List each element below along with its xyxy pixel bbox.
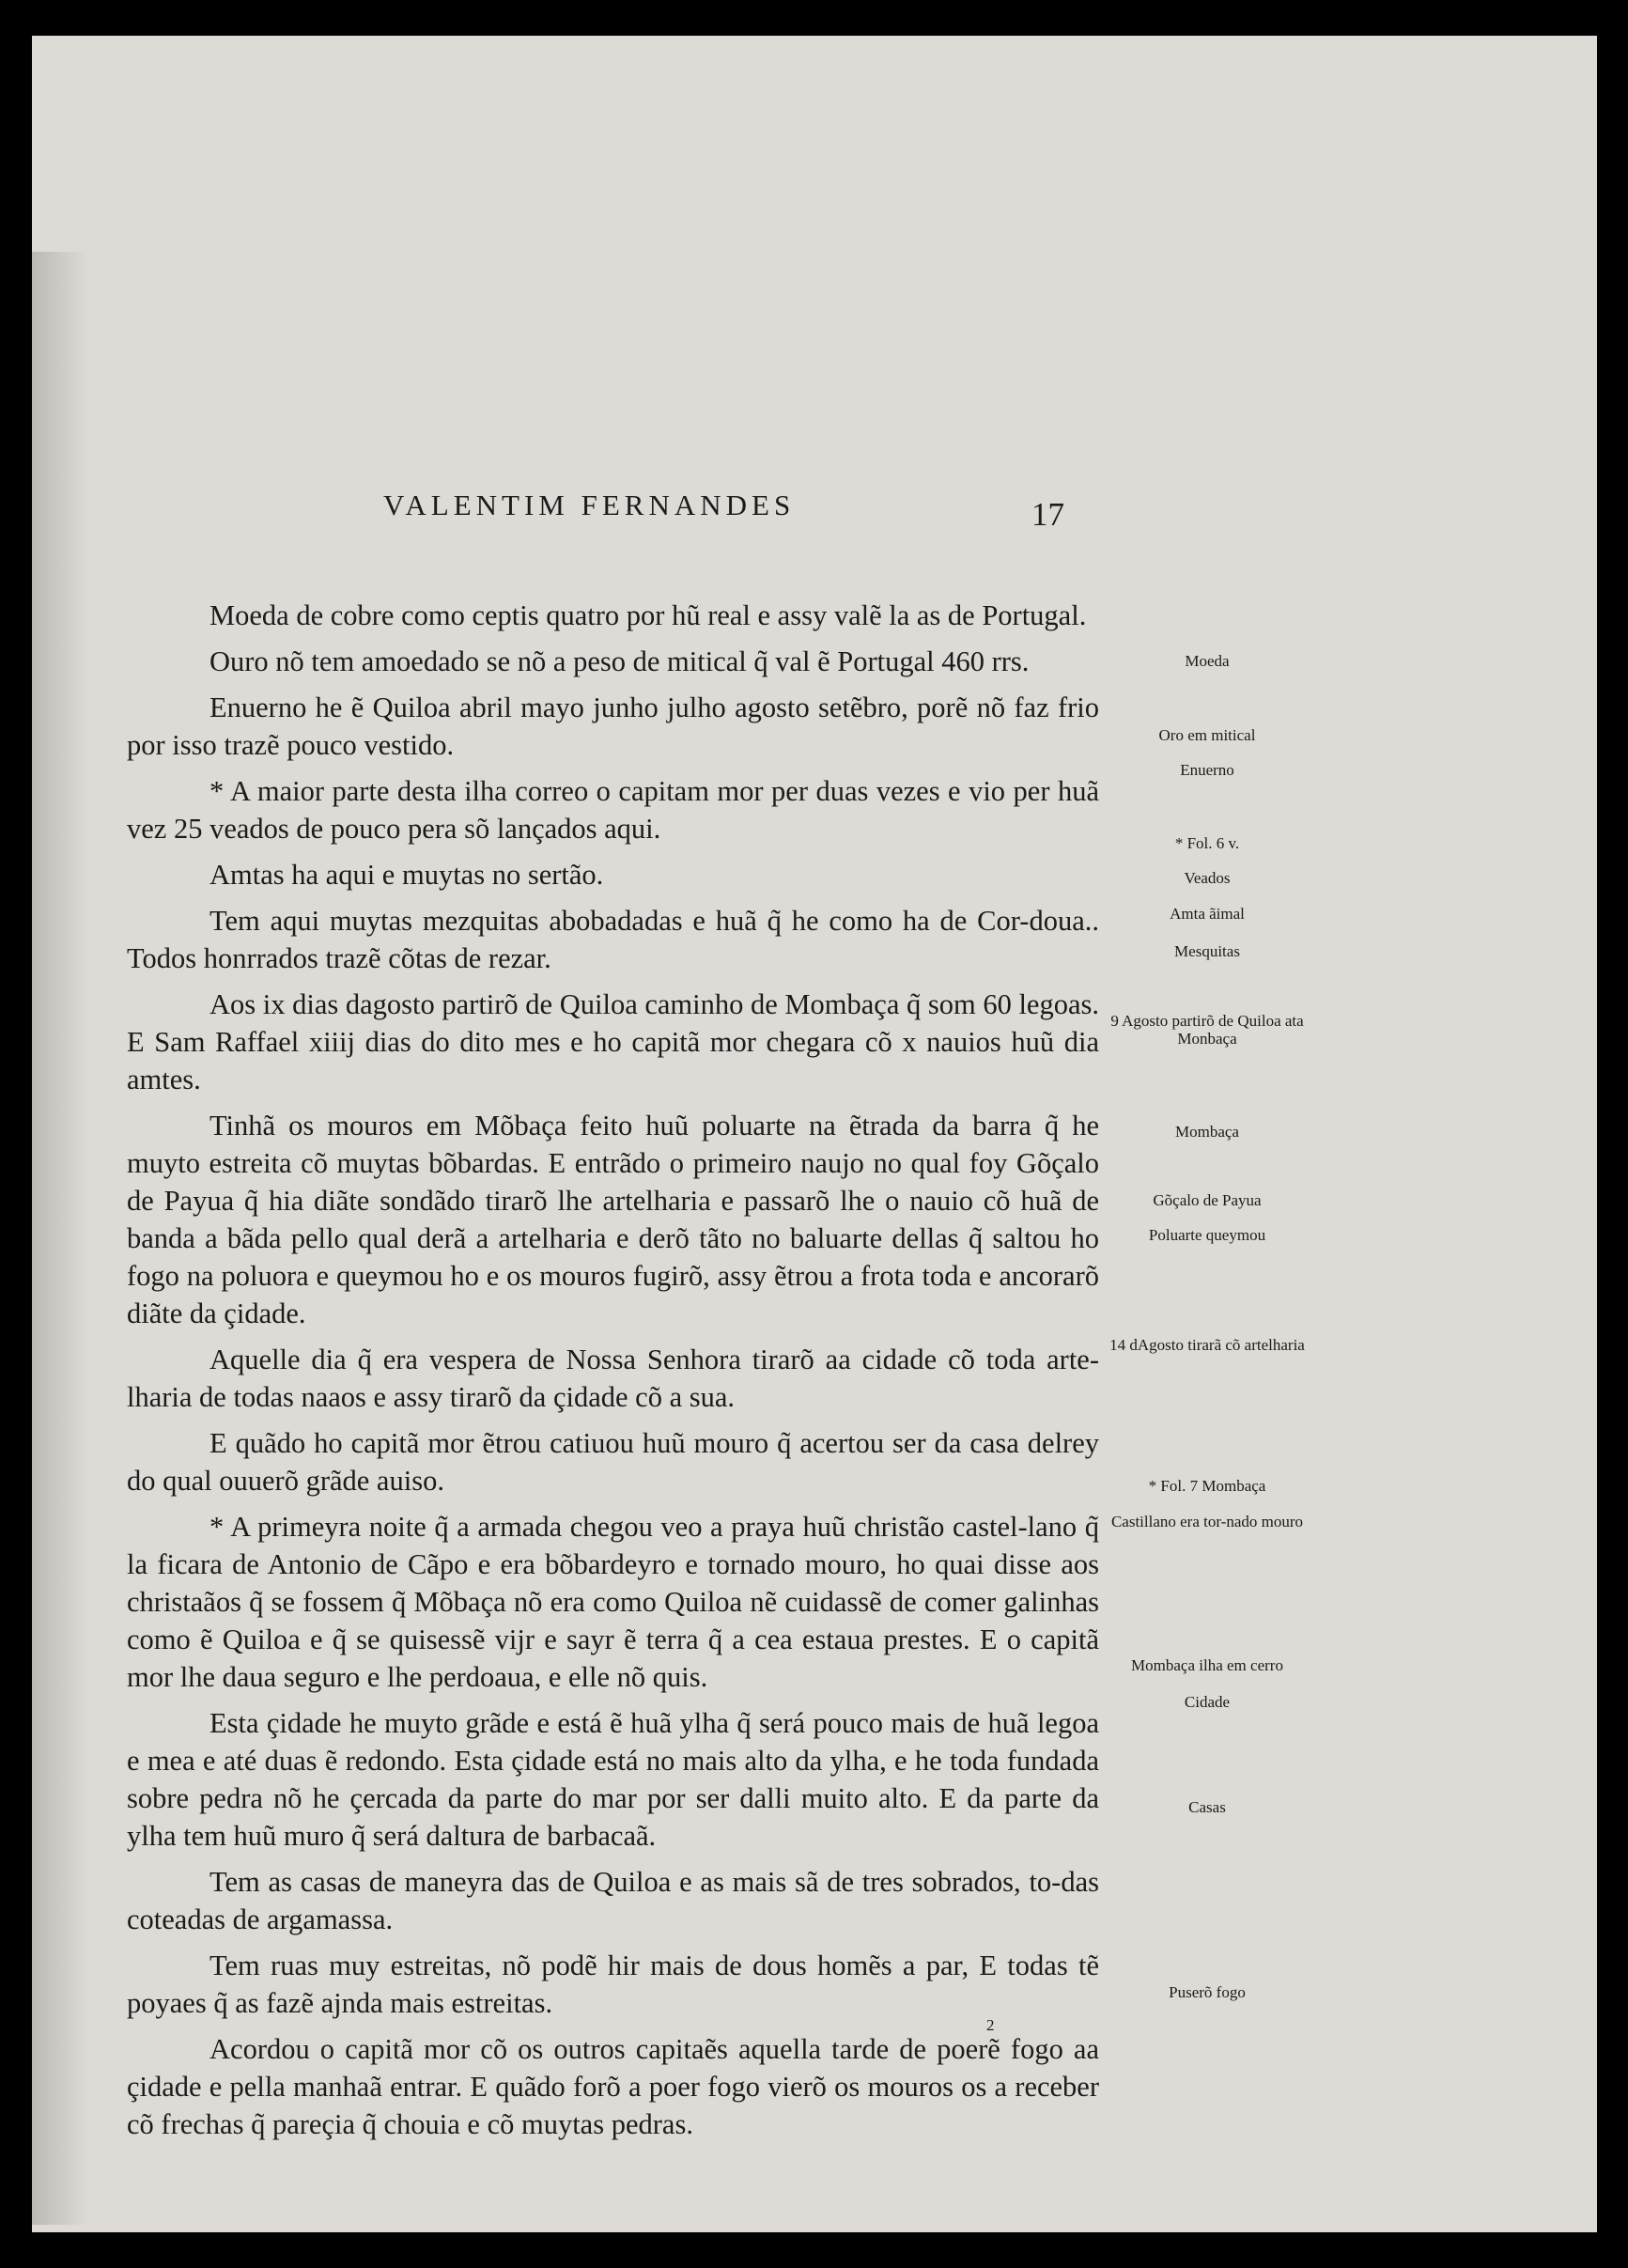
margin-note-cidade: Cidade bbox=[1184, 1693, 1231, 1711]
margin-note-mombaca: Mombaça bbox=[1175, 1123, 1239, 1141]
margin-note-moeda: Moeda bbox=[1185, 652, 1230, 670]
paragraph: Ouro nõ tem amoedado se nõ a peso de mitical q̃ val ẽ Portugal 460 rrs. bbox=[209, 645, 1030, 677]
paragraph: Enuerno he ẽ Quiloa abril mayo junho julho agosto setẽbro, porẽ nõ faz frio por isso trazẽ pouco vestido. bbox=[127, 691, 1099, 761]
paragraph: E quãdo ho capitã mor ẽtrou catiuou huũ mouro q̃ acertou ser da casa delrey do qual ouuerõ grãde auiso. bbox=[127, 1427, 1099, 1497]
paragraph: Aquelle dia q̃ era vespera de Nossa Senhora tirarõ aa cidade cõ toda arte-lharia de todas naaos e assy tirarõ da çidade cõ a sua. bbox=[127, 1344, 1099, 1413]
margin-note-poluarte: Poluarte queymou bbox=[1148, 1226, 1266, 1244]
paragraph: Aos ix dias dagosto partirõ de Quiloa caminho de Mombaça q̃ som 60 legoas. E Sam Raffael xiiij dias do dito mes e ho capitã mor chegara cõ x nauios huũ dia amtes. bbox=[127, 988, 1100, 1095]
margin-note-veados: Veados bbox=[1184, 869, 1231, 887]
body-text bbox=[127, 597, 1099, 2151]
running-head: VALENTIM FERNANDES bbox=[383, 489, 796, 521]
paragraph: Moeda de cobre como ceptis quatro por hũ real e assy valẽ la as de Portugal. bbox=[209, 599, 1087, 631]
margin-note-fogo: Puserõ fogo bbox=[1169, 1983, 1246, 2001]
paragraph: * A primeyra noite q̃ a armada chegou veo a praya huũ christão castel-lano q̃ la ficara de Antonio de Cãpo e era bõbardeyro e tornado mouro, ho quai disse aos christaãos q̃ se fossem q̃ Mõbaça nõ era como Quiloa nẽ cuidassẽ de comer galinhas como ẽ Quiloa e q̃ se quisessẽ vijr e sayr ẽ terra q̃ a cea estaua prestes. E o capitã mor lhe daua seguro e lhe perdoaua, e elle nõ quis. bbox=[127, 1511, 1099, 1693]
paragraph: Tinhã os mouros em Mõbaça feito huũ poluarte na ẽtrada da barra q̃ he muyto estreita cõ muytas bõbardas. E entrãdo o primeiro naujo no qual foy Gõçalo de Payua q̃ hia diãte sondãdo tirarõ lhe artelharia e passarõ lhe o nauio cõ huã de banda a bãda pello qual derã a artelharia e derõ tãto no baluarte dellas q̃ saltou ho fogo na poluora e queymou ho e os mouros fugirõ, assy ẽtrou a frota toda e ancorarõ diãte da çidade. bbox=[127, 1110, 1099, 1329]
margin-note-mesquitas: Mesquitas bbox=[1174, 942, 1240, 960]
paragraph: Amtas ha aqui e muytas no sertão. bbox=[209, 859, 604, 891]
paragraph: * A maior parte desta ilha correo o capitam mor per duas vezes e vio per huã vez 25 veados de pouco pera sõ lançados aqui. bbox=[127, 775, 1099, 845]
page-number: 17 bbox=[1031, 496, 1064, 533]
margin-note-goncalo: Gõçalo de Payua bbox=[1153, 1191, 1262, 1209]
margin-note-partida: 9 Agosto partirõ de Quiloa ata Monbaça bbox=[1110, 1012, 1304, 1048]
paragraph: Tem as casas de maneyra das de Quiloa e as mais sã de tres sobrados, to-das coteadas de argamassa. bbox=[127, 1866, 1099, 1935]
margin-note-folio-7: * Fol. 7 Mombaça bbox=[1148, 1477, 1266, 1495]
margin-note-enuerno: Enuerno bbox=[1180, 761, 1234, 779]
paragraph: Tem aqui muytas mezquitas abobadadas e huã q̃ he como ha de Cor-doua.. Todos honrrados trazẽ cõtas de rezar. bbox=[127, 905, 1099, 974]
margin-note-ilha: Mombaça ilha em cerro bbox=[1131, 1656, 1283, 1674]
signature-mark: 2 bbox=[986, 2016, 995, 2034]
margin-note-ouro: Oro em mitical bbox=[1158, 726, 1256, 744]
margin-note-castillano: Castillano era tor-nado mouro bbox=[1110, 1513, 1304, 1530]
paragraph: Tem ruas muy estreitas, nõ podẽ hir mais de dous homẽs a par, E todas tẽ poyaes q̃ as fazẽ ajnda mais estreitas. bbox=[127, 1950, 1099, 2019]
margin-note-14-agosto: 14 dAgosto tirarã cõ artelharia bbox=[1109, 1336, 1305, 1354]
scan-shadow bbox=[32, 252, 88, 2225]
paragraph: Acordou o capitã mor cõ os outros capitaẽs aquella tarde de poerẽ fogo aa çidade e pella manhaã entrar. E quãdo forõ a poer fogo vierõ os mouros os a receber cõ frechas q̃ pareçia q̃ chouia e cõ muytas pedras. bbox=[127, 2033, 1099, 2140]
margin-note-folio-6v: * Fol. 6 v. bbox=[1174, 834, 1240, 852]
paragraph: Esta çidade he muyto grãde e está ẽ huã ylha q̃ será pouco mais de huã legoa e mea e até duas ẽ redondo. Esta çidade está no mais alto da ylha, e he toda fundada sobre pedra nõ he çercada da parte do mar por ser dalli muito alto. E da parte da ylha tem huũ muro q̃ será daltura de barbacaã. bbox=[127, 1707, 1099, 1852]
margin-note-casas: Casas bbox=[1188, 1798, 1226, 1816]
margin-note-amta: Amta ãimal bbox=[1170, 905, 1245, 923]
